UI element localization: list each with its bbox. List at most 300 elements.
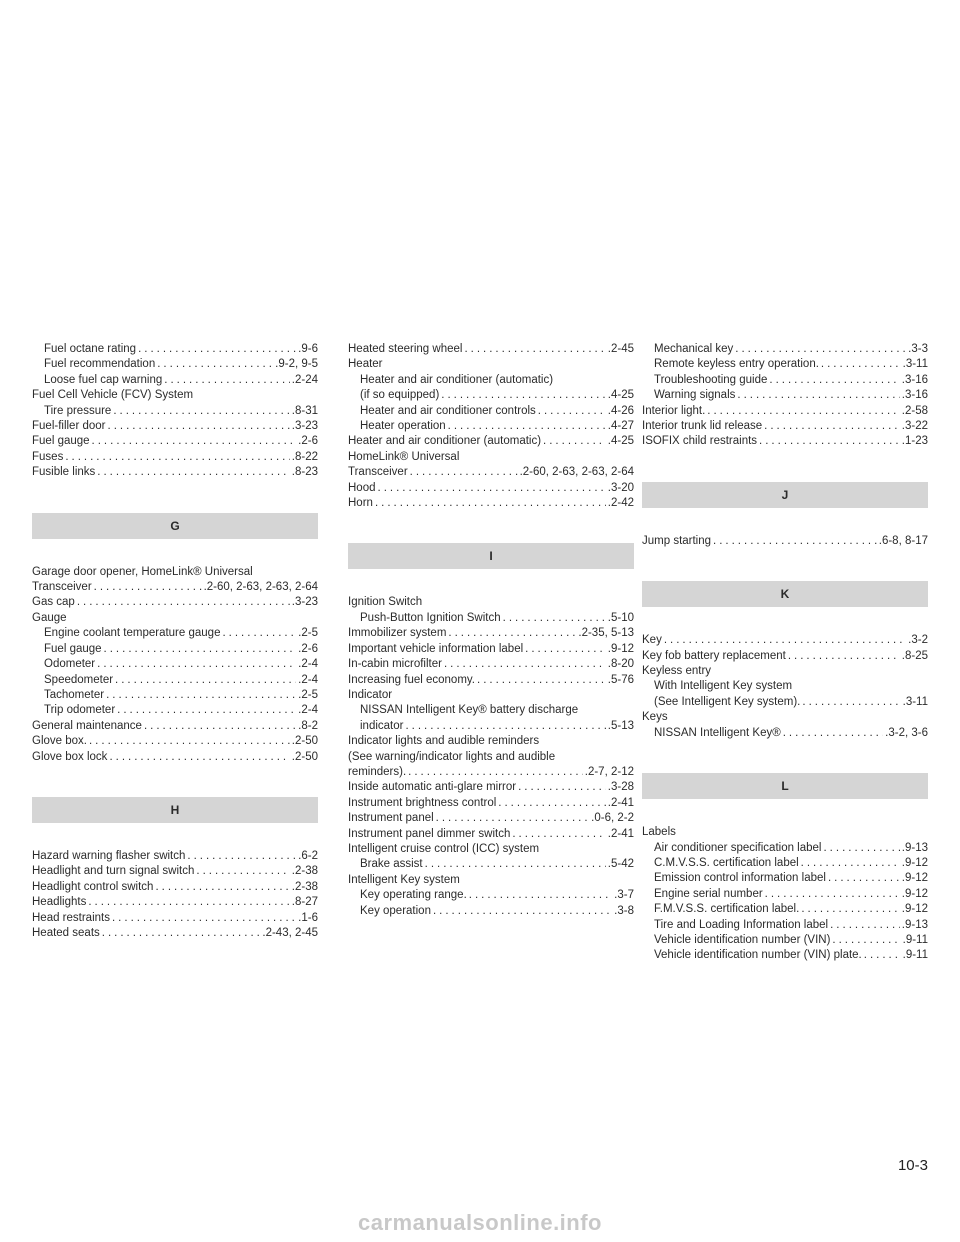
index-entry-text: Hazard warning flasher switch	[32, 849, 186, 862]
index-entry	[348, 626, 634, 641]
dot-leader	[375, 496, 606, 511]
index-page-ref: .2-58	[901, 404, 928, 417]
index-entry-text: Push-Button Ignition Switch	[360, 611, 501, 624]
index-page-ref: .9-13	[901, 841, 928, 854]
index-entry	[642, 404, 928, 419]
index-entry	[642, 649, 928, 664]
index-entry	[32, 864, 318, 879]
dot-leader	[97, 657, 296, 672]
dot-leader	[713, 534, 877, 549]
index-page-ref: .5-10	[607, 611, 634, 624]
index-entry	[642, 357, 928, 372]
index-entry	[642, 419, 928, 434]
index-page-ref: .3-20	[607, 481, 634, 494]
index-entry-text: HomeLink® Universal	[348, 450, 460, 463]
index-entry-text: Immobilizer system	[348, 627, 447, 640]
index-page-ref: .2-60, 2-63, 2-63, 2-64	[203, 581, 318, 594]
index-entry	[32, 642, 318, 657]
section-letter-header: L	[642, 773, 928, 799]
index-entry	[32, 357, 318, 372]
index-entry	[32, 750, 318, 765]
index-page-ref: .8-2	[298, 719, 318, 732]
dot-leader	[444, 657, 606, 672]
dot-leader	[543, 434, 606, 449]
index-entry	[32, 404, 318, 419]
index-entry-text: Remote keyless entry operation.	[654, 358, 819, 371]
dot-leader	[106, 688, 296, 703]
index-entry	[32, 719, 318, 734]
dot-leader	[144, 719, 296, 734]
index-entry-text: Loose fuel cap warning	[44, 373, 163, 386]
index-entry-text: Fuses	[32, 450, 64, 463]
index-column-3	[642, 342, 928, 964]
page-number: 10-3	[897, 1157, 928, 1174]
index-entry-text: indicator	[360, 719, 404, 732]
dot-leader	[405, 719, 605, 734]
index-entry	[348, 388, 634, 403]
index-page-ref: .1-23	[901, 435, 928, 448]
index-entry-text: Heated seats	[32, 926, 100, 939]
dot-leader	[222, 626, 296, 641]
index-entry-text: Transceiver	[348, 466, 408, 479]
index-page-ref: .9-12	[607, 642, 634, 655]
index-entry-text: Vehicle identification number (VIN) plate.	[654, 949, 862, 962]
index-entry	[642, 902, 928, 917]
index-entry-text: NISSAN Intelligent Key® battery discharge	[360, 704, 579, 717]
index-heading	[642, 825, 928, 840]
index-entry-text: Air conditioner specification label	[654, 841, 822, 854]
index-page-ref: .3-22	[901, 420, 928, 433]
index-entry	[348, 496, 634, 511]
index-page-ref: .1-6	[298, 911, 318, 924]
index-entry-text: Intelligent Key system	[348, 873, 460, 886]
index-entry-text: Warning signals	[654, 389, 736, 402]
dot-leader	[104, 642, 297, 657]
index-page-ref: .2-24	[291, 373, 318, 386]
index-page-ref: .3-11	[902, 695, 928, 708]
index-entry	[348, 465, 634, 480]
dot-leader	[538, 404, 606, 419]
index-heading	[32, 611, 318, 626]
index-entry-text: Key operation	[360, 904, 431, 917]
index-heading	[348, 703, 634, 718]
dot-leader	[77, 595, 290, 610]
index-entry	[32, 673, 318, 688]
index-entry	[348, 904, 634, 919]
index-entry	[642, 388, 928, 403]
index-page-ref: .9-13	[901, 918, 928, 931]
index-page-ref: .2-50	[291, 735, 318, 748]
dot-leader	[102, 926, 261, 941]
index-entry	[348, 434, 634, 449]
index-heading	[348, 688, 634, 703]
index-entry	[642, 633, 928, 648]
index-page-ref: .2-50	[291, 750, 318, 763]
index-entry-text: Speedometer	[44, 673, 114, 686]
index-entry	[348, 780, 634, 795]
dot-leader	[378, 481, 606, 496]
index-entry	[642, 434, 928, 449]
index-entry-text: Fuel recommendation	[44, 358, 156, 371]
index-page-ref: .2-38	[291, 880, 318, 893]
index-entry-text: Heated steering wheel	[348, 343, 463, 355]
index-entry-text: With Intelligent Key system	[654, 680, 793, 693]
dot-leader	[765, 887, 900, 902]
index-page-ref: .2-4	[298, 658, 318, 671]
index-page-ref: .2-42	[607, 497, 634, 510]
dot-leader	[112, 911, 296, 926]
section-letter-header: J	[642, 482, 928, 508]
index-entry-text: F.M.V.S.S. certification label.	[654, 903, 800, 916]
index-entry-text: Instrument brightness control	[348, 796, 497, 809]
index-entry	[642, 933, 928, 948]
dot-leader	[113, 404, 289, 419]
index-entry-text: Glove box lock	[32, 750, 108, 763]
index-entry	[348, 342, 634, 357]
index-entry-text: Headlight control switch	[32, 880, 154, 893]
index-entry	[32, 849, 318, 864]
index-page-ref: .9-12	[901, 872, 928, 885]
dot-leader	[735, 342, 906, 357]
index-entry-text: Fuel-filler door	[32, 420, 106, 433]
index-entry-text: Intelligent cruise control (ICC) system	[348, 842, 540, 855]
index-entry	[32, 419, 318, 434]
index-entry-text: Key fob battery replacement	[642, 649, 786, 662]
index-entry-text: Jump starting	[642, 534, 712, 547]
index-heading	[348, 873, 634, 888]
dot-leader	[164, 373, 290, 388]
index-entry-text: Inside automatic anti-glare mirror	[348, 781, 517, 794]
index-page-ref: .9-2, 9-5	[275, 358, 318, 371]
index-entry-text: In-cabin microfilter	[348, 658, 442, 671]
index-entry	[348, 765, 634, 780]
index-entry-text: Interior trunk lid release	[642, 420, 763, 433]
index-column-1	[32, 342, 318, 941]
index-entry	[642, 534, 928, 549]
index-entry-text: Brake assist	[360, 858, 423, 871]
index-page-ref: .5-42	[607, 858, 634, 871]
index-entry	[32, 373, 318, 388]
index-entry-text: Garage door opener, HomeLink® Universal	[32, 565, 253, 578]
dot-leader	[187, 849, 296, 864]
index-page-ref: .4-26	[607, 404, 634, 417]
watermark: carmanualsonline.info	[358, 1209, 602, 1235]
dot-leader	[441, 388, 606, 403]
index-entry	[348, 796, 634, 811]
index-page-ref: .9-11	[902, 933, 928, 946]
index-entry-text: Vehicle identification number (VIN)	[654, 933, 831, 946]
dot-leader	[94, 580, 202, 595]
dot-leader	[464, 342, 605, 357]
index-entry-text: Mechanical key	[654, 343, 734, 355]
index-entry	[348, 811, 634, 826]
index-page-ref: .8-20	[607, 658, 634, 671]
index-entry-text: Engine serial number	[654, 887, 763, 900]
index-page-ref: .2-7, 2-12	[584, 765, 634, 778]
index-entry	[348, 642, 634, 657]
dot-leader	[830, 918, 900, 933]
index-page-ref: .8-22	[291, 450, 318, 463]
index-entry-text: Tachometer	[44, 688, 105, 701]
index-page-ref: .3-2, 3-6	[885, 726, 928, 739]
index-page-ref: .3-16	[901, 373, 928, 386]
dot-leader	[196, 864, 289, 879]
index-page-ref: .6-8, 8-17	[878, 534, 928, 547]
index-entry	[642, 871, 928, 886]
index-page-ref: .2-5	[298, 627, 318, 640]
index-page-ref: .9-12	[901, 856, 928, 869]
section-letter-header: K	[642, 581, 928, 607]
section-letter-header: H	[32, 797, 318, 823]
index-page-ref: .9-11	[902, 949, 928, 962]
dot-leader	[97, 465, 290, 480]
index-entry-text: Interior light.	[642, 404, 706, 417]
dot-leader	[764, 419, 900, 434]
index-entry	[32, 450, 318, 465]
index-entry	[32, 895, 318, 910]
dot-leader	[117, 703, 296, 718]
index-entry-text: Heater and air conditioner controls	[360, 404, 536, 417]
dot-leader	[783, 726, 883, 741]
index-entry-text: Headlight and turn signal switch	[32, 865, 195, 878]
index-entry	[642, 695, 928, 710]
index-page-ref: .2-38	[291, 865, 318, 878]
index-entry	[348, 673, 634, 688]
dot-leader	[759, 434, 900, 449]
index-entry-text: Horn	[348, 497, 373, 510]
index-page-ref: .2-35, 5-13	[578, 627, 634, 640]
index-page-ref: .2-5	[298, 688, 318, 701]
section-letter-header: G	[32, 513, 318, 539]
index-entry	[642, 726, 928, 741]
index-page-ref: .3-28	[607, 781, 634, 794]
index-page-ref: .3-8	[614, 904, 634, 917]
index-heading	[348, 450, 634, 465]
index-entry	[642, 918, 928, 933]
index-entry	[32, 342, 318, 357]
index-entry-text: (See Intelligent Key system).	[654, 695, 801, 708]
index-entry-text: Emission control information label	[654, 872, 826, 885]
index-entry-text: Headlights	[32, 896, 87, 909]
dot-leader	[436, 811, 590, 826]
dot-leader	[109, 750, 289, 765]
index-page-ref: .4-25	[607, 389, 634, 402]
dot-leader	[433, 904, 612, 919]
index-heading	[348, 373, 634, 388]
dot-leader	[155, 880, 289, 895]
dot-leader	[769, 373, 899, 388]
section-letter-header: I	[348, 543, 634, 569]
dot-leader	[410, 465, 518, 480]
index-entry	[348, 611, 634, 626]
index-page-ref: .2-60, 2-63, 2-63, 2-64	[519, 466, 634, 479]
index-page-ref: .2-45	[607, 343, 634, 355]
dot-leader	[518, 780, 606, 795]
index-entry	[348, 657, 634, 672]
index-entry-text: Transceiver	[32, 581, 92, 594]
index-entry-text: Instrument panel	[348, 812, 434, 825]
index-entry-text: Fuel octane rating	[44, 343, 137, 355]
index-entry-text: Ignition Switch	[348, 596, 423, 609]
index-page-ref: .3-11	[902, 358, 928, 371]
index-entry-text: Keyless entry	[642, 665, 712, 678]
index-entry-text: (if so equipped)	[360, 389, 440, 402]
index-heading	[642, 664, 928, 679]
index-entry	[642, 373, 928, 388]
dot-leader	[469, 888, 612, 903]
index-entry	[348, 719, 634, 734]
dot-leader	[801, 856, 900, 871]
index-entry-text: Instrument panel dimmer switch	[348, 827, 511, 840]
dot-leader	[65, 450, 289, 465]
index-entry-text: (See warning/indicator lights and audible	[348, 750, 556, 763]
index-column-2	[348, 342, 634, 919]
index-entry-text: Fuel gauge	[44, 642, 102, 655]
index-page-ref: .2-4	[298, 704, 318, 717]
dot-leader	[425, 857, 606, 872]
index-heading	[642, 679, 928, 694]
index-entry-text: Fuel Cell Vehicle (FCV) System	[32, 389, 194, 402]
index-heading	[642, 710, 928, 725]
index-entry-text: Gauge	[32, 611, 67, 624]
index-entry-text: Key operating range.	[360, 889, 467, 902]
index-entry-text: Increasing fuel economy.	[348, 673, 475, 686]
index-page-ref: .8-23	[291, 466, 318, 479]
index-entry	[32, 465, 318, 480]
index-heading	[32, 388, 318, 403]
index-entry-text: Important vehicle information label	[348, 642, 524, 655]
index-entry-text: Heater operation	[360, 420, 446, 433]
index-heading	[348, 357, 634, 372]
index-entry-text: Gas cap	[32, 596, 75, 609]
index-entry	[32, 626, 318, 641]
index-entry-text: Trip odometer	[44, 704, 116, 717]
index-entry	[642, 948, 928, 963]
index-entry-text: Fuel gauge	[32, 435, 90, 448]
dot-leader	[828, 871, 900, 886]
index-entry-text: Odometer	[44, 658, 96, 671]
index-entry	[348, 888, 634, 903]
index-page-ref: .3-16	[901, 389, 928, 402]
index-page-ref: .0-6, 2-2	[591, 812, 634, 825]
index-entry-text: reminders).	[348, 765, 407, 778]
index-heading	[348, 595, 634, 610]
index-page-ref: .2-41	[607, 796, 634, 809]
index-entry	[348, 857, 634, 872]
index-page-ref: .9-12	[901, 887, 928, 900]
dot-leader	[664, 633, 906, 648]
index-entry	[642, 856, 928, 871]
index-entry-text: Hood	[348, 481, 376, 494]
index-page-ref: .9-6	[298, 343, 318, 355]
index-entry	[32, 688, 318, 703]
index-page-ref: .5-13	[607, 719, 634, 732]
index-entry	[32, 703, 318, 718]
index-entry	[32, 595, 318, 610]
dot-leader	[448, 419, 606, 434]
dot-leader	[801, 902, 899, 917]
index-entry-text: Key	[642, 634, 662, 647]
index-entry-text: Troubleshooting guide	[654, 373, 768, 386]
index-heading	[348, 842, 634, 857]
index-entry	[32, 734, 318, 749]
index-heading	[32, 565, 318, 580]
dot-leader	[823, 841, 899, 856]
index-entry-text: Labels	[642, 826, 676, 839]
dot-leader	[503, 611, 606, 626]
index-entry	[32, 911, 318, 926]
dot-leader	[108, 419, 290, 434]
index-entry	[642, 342, 928, 357]
index-entry-text: Tire pressure	[44, 404, 112, 417]
index-entry-text: C.M.V.S.S. certification label	[654, 856, 799, 869]
index-entry	[32, 657, 318, 672]
index-entry-text: Keys	[642, 711, 668, 724]
index-entry-text: Engine coolant temperature gauge	[44, 627, 221, 640]
index-entry	[32, 434, 318, 449]
dot-leader	[821, 357, 901, 372]
index-entry	[32, 880, 318, 895]
index-entry-text: Indicator lights and audible reminders	[348, 735, 540, 748]
index-entry-text: General maintenance	[32, 719, 142, 732]
index-page-ref: .8-31	[291, 404, 318, 417]
index-entry	[32, 580, 318, 595]
index-entry-text: Glove box.	[32, 735, 87, 748]
index-entry-text: Indicator	[348, 688, 393, 701]
index-entry	[32, 926, 318, 941]
index-page-ref: .8-25	[901, 649, 928, 662]
dot-leader	[707, 404, 900, 419]
index-entry	[348, 827, 634, 842]
dot-leader	[115, 673, 296, 688]
index-page-ref: .6-2	[298, 849, 318, 862]
dot-leader	[477, 673, 606, 688]
index-page-ref: .3-2	[908, 634, 928, 647]
dot-leader	[157, 357, 273, 372]
index-page-ref: .2-4	[298, 673, 318, 686]
dot-leader	[88, 895, 289, 910]
dot-leader	[525, 642, 606, 657]
index-page-ref: .3-3	[908, 343, 928, 355]
index-entry	[348, 419, 634, 434]
dot-leader	[512, 827, 605, 842]
index-page-ref: .2-41	[607, 827, 634, 840]
dot-leader	[737, 388, 899, 403]
index-page-ref: .3-23	[291, 596, 318, 609]
index-entry-text: Heater and air conditioner (automatic)	[348, 435, 542, 448]
index-entry-text: Heater	[348, 358, 383, 371]
index-entry-text: Fusible links	[32, 466, 96, 479]
index-page-ref: .8-27	[291, 896, 318, 909]
index-page-ref: .2-43, 2-45	[262, 926, 318, 939]
dot-leader	[408, 765, 583, 780]
dot-leader	[802, 695, 900, 710]
index-page-ref: .4-27	[607, 420, 634, 433]
index-entry	[642, 887, 928, 902]
dot-leader	[498, 796, 605, 811]
index-entry-text: Tire and Loading Information label	[654, 918, 829, 931]
index-entry-text: Heater and air conditioner (automatic)	[360, 373, 554, 386]
index-page-ref: .2-6	[298, 435, 318, 448]
dot-leader	[92, 434, 297, 449]
dot-leader	[832, 933, 900, 948]
index-page-ref: .9-12	[901, 903, 928, 916]
index-page-ref: .3-23	[291, 420, 318, 433]
index-entry-text: Head restraints	[32, 911, 110, 924]
dot-leader	[448, 626, 576, 641]
dot-leader	[138, 342, 296, 357]
index-page-ref: .4-25	[607, 435, 634, 448]
